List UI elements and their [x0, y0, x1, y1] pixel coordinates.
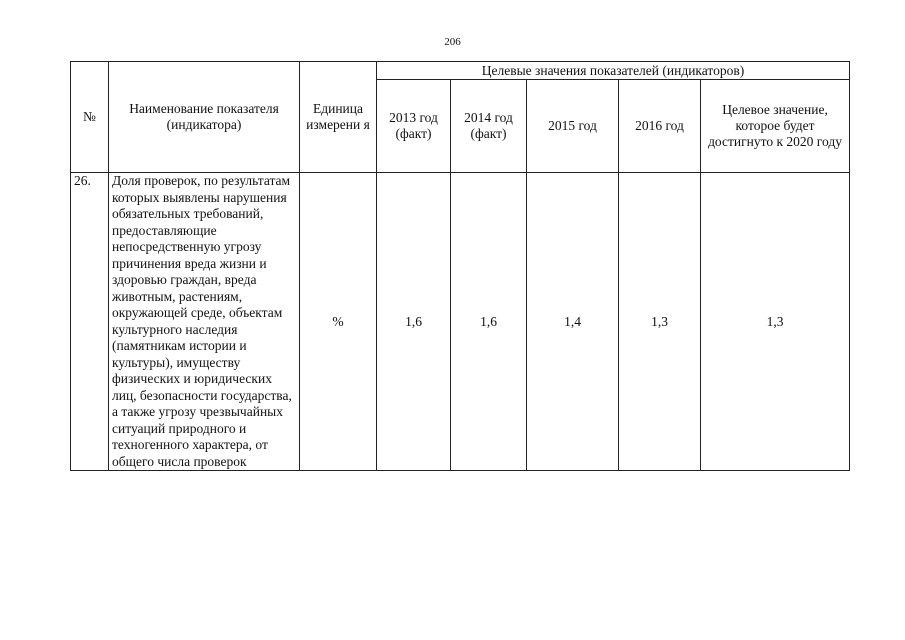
header-unit: Единица измерени я	[300, 62, 377, 173]
row-target-2020: 1,3	[701, 173, 850, 471]
page-number: 206	[444, 36, 461, 48]
row-unit: %	[300, 173, 377, 471]
row-indicator-name: Доля проверок, по результатам которых выявлены нарушения обязательных требований, предоставляющие непосредственную угрозу причинения вреда жизни и здоровью граждан, вреда животным, растениям, окружающей среде, объектам культурного наследия (памятникам истории и культуры), имуществу физических и юридических лиц, безопасности государства, а также угрозу чрезвычайных ситуаций природного и техногенного характера, от общего числа проверок	[109, 173, 300, 471]
header-year-2014: 2014 год (факт)	[451, 80, 527, 173]
header-year-2013: 2013 год (факт)	[377, 80, 451, 173]
header-year-2016: 2016 год	[619, 80, 701, 173]
header-target-2020: Целевое значение, которое будет достигнуто к 2020 году	[701, 80, 850, 173]
table-header	[71, 62, 850, 173]
row-value-2013: 1,6	[377, 173, 451, 471]
header-row-group	[71, 62, 850, 80]
row-number: 26.	[71, 173, 109, 471]
row-value-2015: 1,4	[527, 173, 619, 471]
table-row	[71, 173, 850, 471]
indicators-table	[70, 61, 850, 471]
header-number: №	[71, 62, 109, 173]
table-body	[71, 173, 850, 471]
row-value-2014: 1,6	[451, 173, 527, 471]
header-year-2015: 2015 год	[527, 80, 619, 173]
header-target-values-group: Целевые значения показателей (индикаторов)	[377, 62, 850, 80]
header-indicator-name: Наименование показателя (индикатора)	[109, 62, 300, 173]
row-value-2016: 1,3	[619, 173, 701, 471]
